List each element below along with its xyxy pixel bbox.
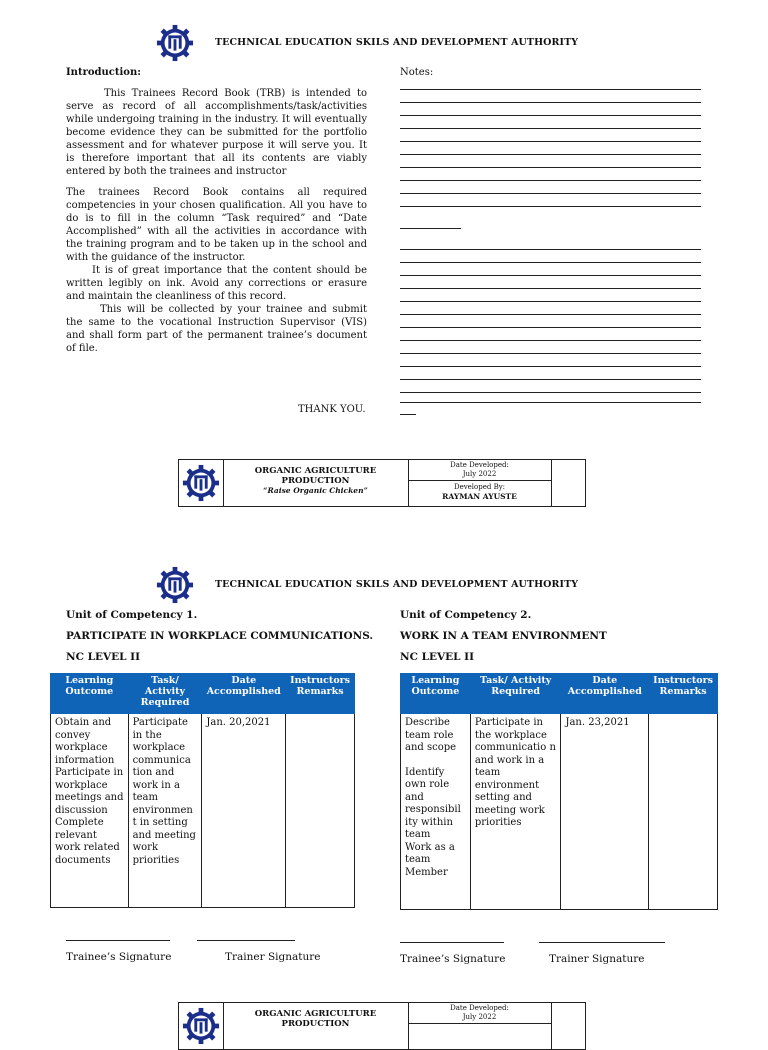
thank-you: THANK YOU. bbox=[298, 404, 366, 415]
footer-subtitle: “Raise Organic Chicken” bbox=[263, 486, 368, 495]
footer-title-line1: ORGANIC AGRICULTURE bbox=[254, 466, 377, 476]
page-header: TECHNICAL EDUCATION SKILS AND DEVELOPMENT AUTHORITY bbox=[215, 579, 579, 590]
note-line bbox=[400, 340, 701, 341]
trainer-signature-label: Trainer Signature bbox=[225, 951, 321, 963]
footer-date-box bbox=[408, 460, 551, 481]
note-line bbox=[400, 154, 701, 155]
note-line bbox=[400, 288, 701, 289]
unit1-level: NC LEVEL II bbox=[66, 651, 141, 663]
note-line bbox=[400, 353, 701, 354]
note-line bbox=[400, 366, 701, 367]
table-header-row bbox=[51, 674, 355, 714]
note-line bbox=[400, 414, 416, 415]
footer-date-value: July 2022 bbox=[462, 470, 497, 478]
tesda-logo-icon bbox=[182, 1007, 220, 1045]
tesda-logo-icon bbox=[182, 464, 220, 502]
note-line bbox=[400, 379, 701, 380]
footer-title-cell bbox=[223, 460, 409, 506]
intro-title: Introduction: bbox=[66, 67, 141, 78]
learning-outcome-item: Work as a team Member bbox=[405, 841, 455, 878]
date-cell: Jan. 23,2021 bbox=[561, 714, 649, 910]
unit2-table bbox=[400, 673, 718, 910]
notes-label: Notes: bbox=[400, 67, 434, 78]
footer-developed-by-label: Developed By: bbox=[453, 483, 506, 491]
learning-outcome-item: Describe team role and scope bbox=[405, 717, 457, 753]
trainer-signature-line bbox=[539, 942, 665, 943]
col-task: Task/ Activity Required bbox=[128, 674, 202, 714]
col-date: Date Accomplished bbox=[561, 674, 649, 714]
note-line bbox=[400, 228, 461, 229]
footer-dev-cell bbox=[408, 1003, 552, 1049]
document-footer bbox=[178, 459, 586, 507]
note-line bbox=[400, 301, 701, 302]
footer-dev-cell bbox=[408, 460, 552, 506]
note-line bbox=[400, 102, 701, 103]
intro-paragraph: The trainees Record Book contains all required competencies in your chosen qualification. All you have to do is to fill in the column “Task required” and “Date Accomplished” with all the activities in accordance with the training program and to be taken up in the school and with the guidance of the instructor. bbox=[66, 187, 367, 263]
note-line bbox=[400, 275, 701, 276]
note-line bbox=[400, 128, 701, 129]
unit2-title: WORK IN A TEAM ENVIRONMENT bbox=[400, 630, 607, 642]
footer-title-line2: PRODUCTION bbox=[281, 476, 350, 486]
footer-title-line2: PRODUCTION bbox=[281, 1019, 350, 1029]
footer-logo-cell bbox=[179, 1003, 224, 1049]
document-footer bbox=[178, 1002, 586, 1050]
note-line bbox=[400, 314, 701, 315]
tesda-logo-icon bbox=[156, 566, 194, 604]
trainee-signature-label: Trainee’s Signature bbox=[66, 951, 172, 963]
intro-paragraph: This will be collected by your trainee and submit the same to the vocational Instruction Supervisor (VIS) and shall form part of the permanent trainee’s document of file. bbox=[66, 304, 367, 354]
footer-title-cell bbox=[223, 1003, 409, 1049]
unit2-level: NC LEVEL II bbox=[400, 651, 475, 663]
note-line bbox=[400, 167, 701, 168]
note-line bbox=[400, 141, 701, 142]
table-row bbox=[401, 714, 718, 910]
note-line bbox=[400, 206, 701, 207]
note-line bbox=[400, 402, 701, 403]
unit1-table bbox=[50, 673, 355, 908]
note-line bbox=[400, 262, 701, 263]
col-date: Date Accomplished bbox=[202, 674, 286, 714]
col-remarks: Instructors Remarks bbox=[649, 674, 718, 714]
learning-outcome-cell: Obtain and convey workplace information Participate in workplace meetings and discussion Complete relevant work related documents bbox=[51, 714, 129, 908]
remarks-cell bbox=[286, 714, 355, 908]
unit1-title: PARTICIPATE IN WORKPLACE COMMUNICATIONS. bbox=[66, 630, 374, 642]
trainee-signature-label: Trainee’s Signature bbox=[400, 953, 506, 965]
note-line bbox=[400, 180, 701, 181]
unit1-label: Unit of Competency 1. bbox=[66, 609, 198, 621]
remarks-cell bbox=[649, 714, 718, 910]
note-line bbox=[400, 193, 701, 194]
intro-paragraph: It is of great importance that the content should be written legibly on ink. Avoid any corrections or erasure and maintain the cleanliness of this record. bbox=[66, 265, 367, 302]
footer-date-label: Date Developed: bbox=[450, 461, 509, 469]
footer-date-box bbox=[408, 1003, 551, 1024]
unit2-label: Unit of Competency 2. bbox=[400, 609, 532, 621]
note-line bbox=[400, 327, 701, 328]
footer-developer-name: RAYMAN AYUSTE bbox=[442, 492, 517, 501]
tesda-logo-icon bbox=[156, 24, 194, 62]
table-row bbox=[51, 714, 355, 908]
trainee-signature-line bbox=[66, 940, 170, 941]
footer-developed-by-value bbox=[408, 492, 551, 502]
note-line bbox=[400, 249, 701, 250]
table-header-row bbox=[401, 674, 718, 714]
date-cell: Jan. 20,2021 bbox=[202, 714, 286, 908]
trainer-signature-label: Trainer Signature bbox=[549, 953, 645, 965]
col-task: Task/ Activity Required bbox=[470, 674, 561, 714]
note-line bbox=[400, 89, 701, 90]
trainee-signature-line bbox=[400, 942, 504, 943]
intro-body bbox=[66, 87, 367, 355]
learning-outcome-cell bbox=[401, 714, 471, 910]
trainer-signature-line bbox=[197, 940, 295, 941]
footer-date-label: Date Developed: bbox=[450, 1004, 509, 1012]
col-remarks: Instructors Remarks bbox=[286, 674, 355, 714]
task-cell: Participate in the workplace communicatio n and work in a team environment setting and meeting work priorities bbox=[470, 714, 561, 910]
col-learning-outcome: Learning Outcome bbox=[401, 674, 471, 714]
footer-title-line1: ORGANIC AGRICULTURE bbox=[254, 1009, 377, 1019]
page-header: TECHNICAL EDUCATION SKILS AND DEVELOPMENT AUTHORITY bbox=[215, 37, 579, 48]
note-line bbox=[400, 392, 701, 393]
intro-paragraph: This Trainees Record Book (TRB) is intended to serve as record of all accomplishments/task/activities while undergoing training in the industry. It will eventually become evidence they can be submitted for the portfolio assessment and for whatever purpose it will serve you. It is therefore important that all its contents are viably entered by both the trainees and instructor bbox=[66, 88, 367, 177]
col-learning-outcome: Learning Outcome bbox=[51, 674, 129, 714]
footer-logo-cell bbox=[179, 460, 224, 506]
task-cell: Participate in the workplace communica tion and work in a team environmen t in setting and meeting work priorities bbox=[128, 714, 202, 908]
learning-outcome-item: Identify own role and responsibil ity within team bbox=[405, 766, 461, 840]
note-line bbox=[400, 115, 701, 116]
footer-date-value: July 2022 bbox=[462, 1013, 497, 1021]
